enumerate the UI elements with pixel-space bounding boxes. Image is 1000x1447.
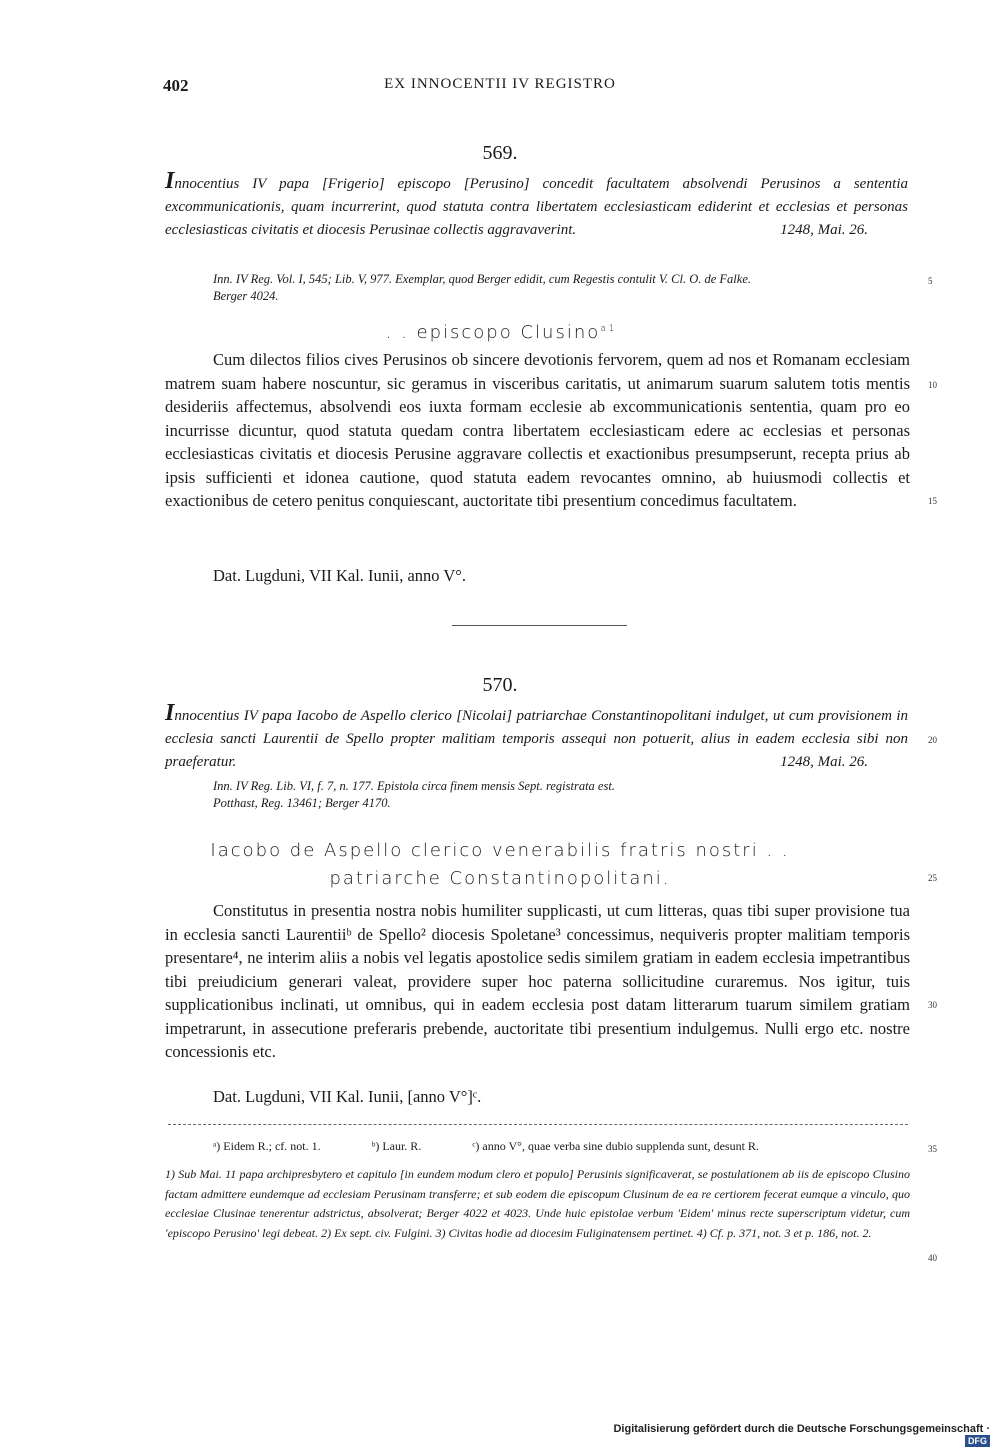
addressee-footnote-mark: a 1 [600,324,615,334]
reference-line: Potthast, Reg. 13461; Berger 4170. [213,796,391,810]
line-number: 10 [928,380,937,390]
regest-text: nnocentius IV papa [Frigerio] episcopo [Perusino] concedit facultatem absolvendi Perusinos a sententia excommunicationis, quam incurrerint, quod statuta contra libertatem ecclesiasticam ediderint et ecclesias et personas ecclesiasticas civitatis et diocesis Perusinae collectis aggravaverint. [165,176,908,238]
regest-text: nnocentius IV papa Iacobo de Aspello clerico [Nicolai] patriarchae Constantinopolitani indulget, ut cum provisionem in ecclesia sancti Laurentii de Spello propter malitiam temporis assequi non potuerit, alius in eadem ecclesia sibi non praeferatur. [165,708,908,770]
page-number: 402 [163,76,189,95]
letter-footnotes [213,1139,913,1154]
letter-text: Constitutus in presentia nostra nobis humiliter supplicasti, ut cum litteras, quas tibi super provisione tua in ecclesia sancti Laurentiiᵇ de Spello² diocesis Spoletane³ concessimus, nequiveris propter malitiam temporis presentare⁴, ne interim aliis a nobis vel legatis apostolice sedis similem gratiam in eadem ecclesia impetrantibus tibi preiudicium generari valeat, providere super hoc paterna sollicitudine curaremus. Nos igitur, tuis supplicationibus inclinati, ut omnibus, qui in eadem ecclesia post datam litterarum tuarum similem gratiam impetrarunt, in assecutione preferaris prebende, auctoritate tibi presentium indulgemus. Nulli ergo etc. nostre concessionis etc. [165,901,910,1061]
footnote: ᵇ) Laur. R. [371,1139,422,1153]
regest-date: 1248, Mai. 26. [780,222,868,238]
dating-clause-569: Dat. Lugduni, VII Kal. Iunii, anno V°. [213,566,466,585]
numbered-footnotes: 1) Sub Mai. 11 papa archipresbytero et capitulo [in eundem modum clero et populo] Perusinis significaverat, se postulationem ab iis de episcopo Clusino factam admittere eundemque ad ecclesiam Perusinam transferre; et sub eodem die episcopum Clusinum de ea re certiorem fecerat eumque a vinculo, quo ecclesiae Clusinae tenerentur adstrictus, absolverat; Berger 4022 et 4023. Unde huic epistolae verbum 'Eidem' minus recte superscriptum videtur, cum 'episcopo Perusino' legi debeat. 2) Ex sept. civ. Fulgini. 3) Civitas hodie ad diocesim Fuliginatensem pertinet. 4) Cf. p. 371, not. 3 et p. 186, not. 2. [165,1167,910,1240]
footnote: ᶜ) anno V°, quae verba sine dubio supplenda sunt, desunt R. [472,1139,759,1153]
regest-570 [165,702,908,774]
reference-line: Berger 4024. [213,289,279,303]
line-number: 5 [928,276,933,286]
line-number: 20 [928,735,937,745]
regest-initial: I [165,700,175,726]
footnote-separator [168,1124,908,1125]
line-number: 35 [928,1144,937,1154]
line-number: 40 [928,1253,937,1263]
section-separator [452,625,627,626]
addressee-line: patriarche Constantinopolitani. [329,868,671,889]
digitization-credit [590,1423,990,1447]
credit-text: Digitalisierung gefördert durch die Deutsche Forschungsgemeinschaft · [613,1423,990,1435]
reference-line: Inn. IV Reg. Vol. I, 545; Lib. V, 977. Exemplar, quod Berger edidit, cum Regestis contulit V. Cl. O. de Falke. [213,272,752,286]
dfg-logo: DFG [965,1435,990,1447]
addressee-569 [0,315,1000,347]
body-569 [165,348,910,513]
reference-line: Inn. IV Reg. Lib. VI, f. 7, n. 177. Epistola circa finem mensis Sept. registrata est. [213,779,615,793]
regest-initial: I [165,168,175,194]
regest-date: 1248, Mai. 26. [780,754,868,770]
body-570 [165,899,910,1064]
doc-number-569: 569. [482,142,518,164]
references-569 [165,271,910,305]
addressee-570 [0,837,1000,893]
regest-569 [165,170,908,242]
letter-text: Cum dilectos filios cives Perusinos ob sincere devotionis fervorem, quem ad nos et Romanam ecclesiam matrem suam habere noscuntur, sic geramus in visceribus caritatis, ut animarum suarum salutem totis mentis desideriis affectemus, absolvendi eos iuxta formam ecclesie ab excommunicationis sententia, quam pro eo incurrisse dicuntur, quod statuta quedam contra libertatem ecclesiasticam edere ac ecclesias et personas ecclesiasticas civitatis et diocesis Perusine aggravare collectis et exactionibus presumpserunt, recepta prius ab ipsis sufficienti et idonea cautione, quod statuta eadem revocantes omnino, ab huiusmodi collectis et exactionibus de cetero penitus conquiescant, auctoritate tibi presentium concedimus facultatem. [165,350,910,510]
addressee-text: . . episcopo Clusino [385,322,601,343]
running-title: EX INNOCENTII IV REGISTRO [384,76,616,92]
addressee-line: Iacobo de Aspello clerico venerabilis fratris nostri . . [210,840,790,861]
footnote: ᵃ) Eidem R.; cf. not. 1. [213,1139,321,1153]
line-number: 15 [928,496,937,506]
line-number: 30 [928,1000,937,1010]
line-number: 25 [928,873,937,883]
doc-number-570: 570. [482,674,518,696]
references-570 [165,778,910,812]
dating-clause-570: Dat. Lugduni, VII Kal. Iunii, [anno V°]ᶜ. [213,1087,482,1106]
